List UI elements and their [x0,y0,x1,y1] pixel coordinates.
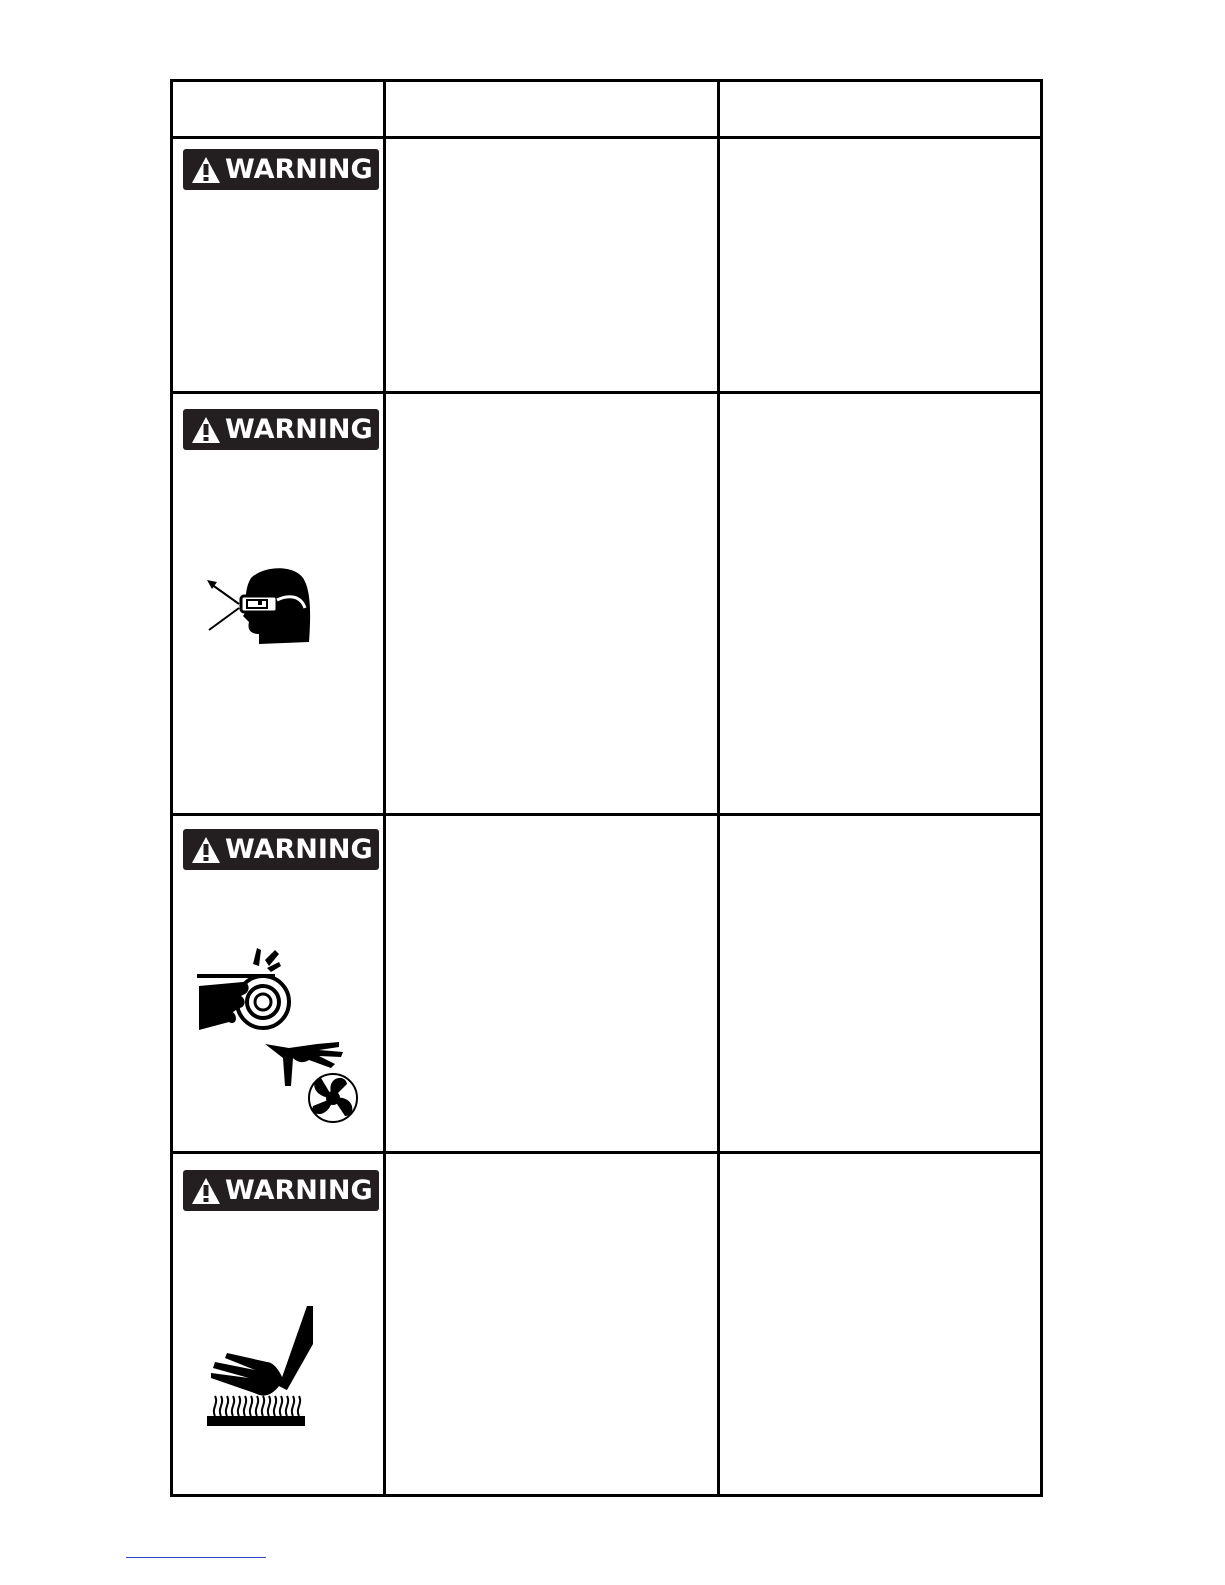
warning-label [183,1170,379,1211]
warning-label [183,829,379,870]
header-symbol [173,82,383,136]
table-row-4-symbol [173,1154,383,1494]
header-avoidance [720,82,1040,136]
eye-protection-icon [203,564,323,654]
safety-table [170,79,1043,1497]
table-row-4-hazard [386,1154,717,1494]
table-row-1-symbol [173,139,383,391]
alert-triangle-icon [191,1177,221,1205]
table-row-3-symbol [173,816,383,1151]
alert-triangle-icon [191,836,221,864]
warning-label [183,149,379,190]
alert-triangle-icon [191,416,221,444]
signal-word: WARNING [225,154,373,185]
signal-word: WARNING [225,1175,373,1206]
table-row-1-hazard [386,139,717,391]
table-row-2-symbol [173,394,383,813]
table-row-3-avoidance [720,816,1040,1151]
header-hazard [386,82,717,136]
moving-parts-entanglement-icon [195,946,365,1126]
signal-word: WARNING [225,834,373,865]
hot-surface-icon [199,1304,329,1429]
footer-link-underline[interactable] [126,1557,266,1558]
signal-word: WARNING [225,414,373,445]
table-row-2-hazard [386,394,717,813]
table-row-4-avoidance [720,1154,1040,1494]
table-row-1-avoidance [720,139,1040,391]
table-row-2-avoidance [720,394,1040,813]
table-row-3-hazard [386,816,717,1151]
warning-label [183,409,379,450]
alert-triangle-icon [191,156,221,184]
